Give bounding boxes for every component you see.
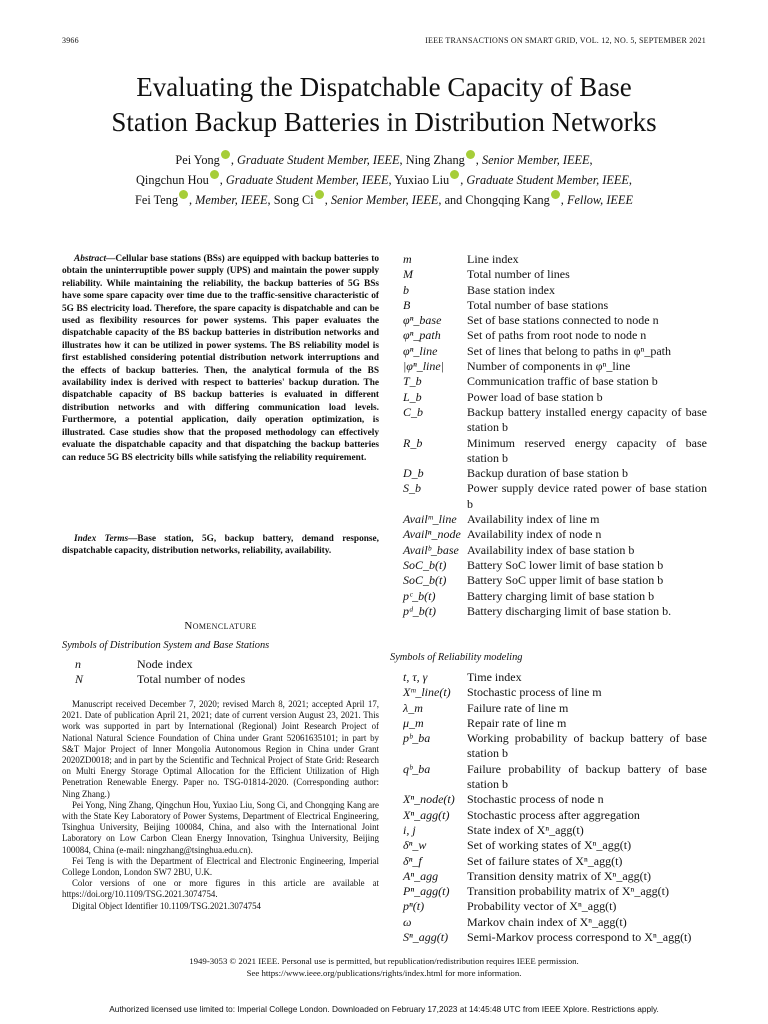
author-affiliation: Graduate Student Member, IEEE [466, 173, 629, 187]
symbol-row [403, 374, 707, 389]
index-terms-text: —Base station, 5G, backup battery, demand response, dispatchable capacity, distribution networks, reliability, availability. [62, 534, 379, 557]
symbol: Availᵐ_line [403, 512, 457, 527]
symbol: φⁿ_path [403, 328, 441, 343]
symbol: φⁿ_base [403, 313, 442, 328]
symbol-row [403, 328, 707, 343]
symbol-definition: Set of paths from root node to node n [467, 328, 647, 343]
symbol-row [403, 573, 707, 588]
author-name: Fei Teng [135, 193, 178, 207]
symbol: pᵈ_b(t) [403, 603, 437, 618]
footnote-affiliation: Pei Yong, Ning Zhang, Qingchun Hou, Yuxiao Liu, Song Ci, and Chongqing Kang are with the State Key Laboratory of Power Systems, Department of Electrical Engineering, Tsinghua University, Beijing 100084, China, and also with the International Joint Laboratory on Low Carbon Clean Energy Innovation, Tsinghua University, Beijing 100084, China (e-mail: ningzhang@tsinghua.edu.cn). [62, 799, 379, 855]
symbol-row [403, 267, 707, 282]
symbol-definition: Semi-Markov process correspond to Xⁿ_agg(t) [467, 930, 692, 945]
symbol-row [403, 762, 707, 793]
symbol-row [403, 359, 707, 374]
symbol-definition: Line index [467, 252, 519, 266]
symbol: T_b [403, 374, 422, 389]
copyright-line-1: 1949-3053 © 2021 IEEE. Personal use is permitted, but republication/redistribution requires IEEE permission. [189, 956, 579, 966]
copyright-notice [40, 955, 728, 979]
symbol: Availᵇ_base [403, 542, 459, 557]
orcid-icon[interactable] [210, 170, 219, 179]
orcid-icon[interactable] [551, 190, 560, 199]
footnotes [62, 699, 379, 912]
symbol-definition: Battery discharging limit of base station b. [467, 603, 672, 618]
symbol-row [403, 436, 707, 467]
symbol-row [403, 899, 707, 914]
symbol-definition: Battery charging limit of base station b [467, 588, 655, 603]
symbol-row [403, 792, 707, 807]
symbol: SoC_b(t) [403, 573, 447, 588]
symbol-definition: Set of working states of Xⁿ_agg(t) [467, 838, 632, 853]
license-footer: Authorized licensed use limited to: Imperial College London. Downloaded on February 17,2023 at 14:45:48 UTC from IEEE Xplore. Restrictions apply. [109, 1004, 659, 1014]
paper-title [40, 70, 728, 140]
author-affiliation: Graduate Student Member, IEEE [236, 153, 400, 167]
footnote-manuscript: Manuscript received December 7, 2020; revised March 8, 2021; accepted April 17, 2021. Date of publication April 21, 2021; date of current version August 23, 2021. This work was supported in part by International (Regional) Joint Research Project of National Natural Science Foundation of China under Grant 52061635101; in part by S&T Major Project of Inner Mongolia Autonomous Region in China under Grant 2020ZD0018; and in part by the Scientific and Technical Project of State Grid: Research on Multi Energy Storage Optimal Allocation for the Efficient Utilization of High Penetration Renewable Energy. Paper no. TSG-01814-2020. (Corresponding author: Ning Zhang.) [62, 699, 379, 799]
index-terms [62, 533, 379, 558]
symbol: Availⁿ_node [403, 527, 461, 542]
symbol-row [403, 808, 707, 823]
orcid-icon[interactable] [221, 150, 230, 159]
symbol-definition: Total number of nodes [137, 672, 246, 687]
symbol-definition: Backup duration of base station b [467, 466, 628, 481]
author-affiliation: Graduate Student Member, IEEE [225, 173, 389, 187]
symbol-row [403, 731, 707, 762]
symbol: qᵇ_ba [403, 761, 431, 776]
title-line-1: Evaluating the Dispatchable Capacity of Base [136, 72, 632, 102]
journal-header: IEEE TRANSACTIONS ON SMART GRID, VOL. 12, NO. 5, SEPTEMBER 2021 [425, 36, 706, 45]
symbol-row [75, 672, 379, 687]
author-name: Song Ci [273, 193, 314, 207]
orcid-icon[interactable] [450, 170, 459, 179]
index-terms-label: Index Terms [74, 534, 129, 544]
symbol-definition: Availability index of node n [467, 527, 602, 542]
orcid-icon[interactable] [179, 190, 188, 199]
symbol-definition: Communication traffic of base station b [467, 374, 658, 389]
symbol-row [403, 283, 707, 298]
symbol: Xⁿ_node(t) [403, 792, 455, 807]
symbol-table-right [403, 252, 707, 619]
author-line-2: Qingchun Hou , Graduate Student Member, IEEE, Yuxiao Liu , Graduate Student Member, IEEE, [40, 170, 728, 190]
symbol-definition: Availability index of base station b [467, 542, 635, 557]
symbol: Xᵐ_line(t) [403, 685, 451, 700]
orcid-icon[interactable] [315, 190, 324, 199]
symbol: b [403, 282, 409, 297]
symbol-definition: Base station index [467, 282, 555, 297]
symbol-row [403, 527, 707, 542]
symbol: L_b [403, 389, 422, 404]
symbol-row [403, 854, 707, 869]
symbol: μ_m [403, 715, 424, 730]
symbol-row [403, 670, 707, 685]
symbol-definition: Time index [467, 670, 522, 684]
author-name: Qingchun Hou [136, 173, 209, 187]
symbol-row [403, 558, 707, 573]
nomenclature-heading: Nomenclature [184, 620, 257, 632]
author-affiliation: Fellow, IEEE [566, 193, 633, 207]
symbol-definition: Backup battery installed energy capacity of base station b [467, 404, 707, 435]
symbol-definition: Working probability of backup battery of base station b [467, 731, 707, 761]
symbol-row [403, 313, 707, 328]
symbol-definition: State index of Xⁿ_agg(t) [467, 822, 584, 837]
symbol-row [403, 930, 707, 945]
symbol: Sⁿ_agg(t) [403, 930, 449, 945]
symbol-row [403, 716, 707, 731]
footnote-color: Color versions of one or more figures in this article are available at https://doi.org/10.1109/TSG.2021.3074754. [62, 878, 379, 900]
symbol: δⁿ_w [403, 838, 427, 853]
author-line-3: Fei Teng , Member, IEEE, Song Ci , Senior Member, IEEE, and Chongqing Kang , Fellow, IEEE [40, 190, 728, 210]
symbol: |φⁿ_line| [403, 359, 445, 374]
symbol-definition: Node index [137, 657, 193, 671]
symbol: pᶜ_b(t) [403, 588, 436, 603]
symbol-definition: Minimum reserved energy capacity of base station b [467, 435, 707, 465]
author-affiliation: Member, IEEE [195, 193, 268, 207]
symbol-row [403, 344, 707, 359]
symbol: i, j [403, 822, 416, 837]
footnote-doi: Digital Object Identifier 10.1109/TSG.2021.3074754 [72, 900, 261, 911]
page-number: 3966 [62, 36, 79, 45]
symbol-definition: Battery SoC lower limit of base station b [467, 557, 664, 572]
symbol-definition: Set of base stations connected to node n [467, 313, 659, 328]
symbol-definition: Number of components in φⁿ_line [467, 359, 631, 374]
author-name: Ning Zhang [405, 153, 465, 167]
section-title-reliability: Symbols of Reliability modeling [390, 652, 523, 663]
symbol-row [403, 466, 707, 481]
symbol: δⁿ_f [403, 853, 422, 868]
symbol-definition: Battery SoC upper limit of base station b [467, 573, 664, 588]
symbol-row [403, 701, 707, 716]
symbol-definition: Set of lines that belong to paths in φⁿ_path [467, 343, 672, 358]
author-affiliation: Senior Member, IEEE [330, 193, 439, 207]
symbol-row [75, 657, 379, 672]
abstract-text: —Cellular base stations (BSs) are equipped with backup batteries to obtain the uninterruptible power supply (UPS) and maintain the power supply reliability. While maintaining the reliability, the backup batteries of 5G BSs have some spare capacity over time due to the traffic-sensitive characteristic of 5G BS electricity load. Therefore, the spare capacity is dispatchable and can be used as flexibility resources for power systems. This paper evaluates the dispatchable capacity of the BS backup batteries in distribution networks and illustrates how it can be utilized in power systems. The BS reliability model is first established considering potential distribution network interruptions and the effects of backup batteries. Then, the analytical formula of the BS availability index is derived with respect to batteries' backup duration. The dispatchable capacity of BS backup batteries is evaluated in different distribution networks and with differing communication load levels. Furthermore, a potential application, daily operation optimization, is illustrated. Case studies show that the proposed methodology can effectively evaluate the dispatchable capacity and that dispatching the backup batteries can reduce 5G BS electricity bills while satisfying the reliability requirement. [62, 254, 379, 463]
symbol-definition: Total number of lines [467, 267, 570, 282]
symbol: Pⁿ_agg(t) [403, 884, 450, 899]
author-name: Yuxiao Liu [394, 173, 450, 187]
symbol-definition: Markov chain index of Xⁿ_agg(t) [467, 914, 627, 929]
symbol-definition: Transition probability matrix of Xⁿ_agg(t) [467, 884, 669, 899]
symbol: B [403, 297, 411, 312]
symbol-row [403, 685, 707, 700]
symbol: M [403, 267, 413, 282]
symbol-row [403, 838, 707, 853]
symbol-definition: Stochastic process of node n [467, 792, 604, 807]
symbol: ω [403, 914, 412, 929]
title-line-2: Station Backup Batteries in Distribution Networks [111, 107, 657, 137]
symbol: λ_m [403, 700, 423, 715]
symbol-row [403, 390, 707, 405]
symbol-definition: Probability vector of Xⁿ_agg(t) [467, 899, 617, 914]
symbol-definition: Transition density matrix of Xⁿ_agg(t) [467, 868, 651, 883]
symbol-row [403, 543, 707, 558]
symbol-row [403, 915, 707, 930]
symbol-definition: Failure probability of backup battery of base station b [467, 761, 707, 792]
symbol-table-reliability [403, 670, 707, 945]
symbol-definition: Power supply device rated power of base station b [467, 481, 707, 511]
copyright-line-2: See https://www.ieee.org/publications/rights/index.html for more information. [246, 968, 522, 978]
symbol-definition: Availability index of line m [467, 512, 600, 527]
symbol: D_b [403, 466, 424, 481]
symbol: SoC_b(t) [403, 557, 447, 572]
author-list [40, 150, 728, 210]
symbol-definition: Stochastic process of line m [467, 685, 602, 700]
author-affiliation: Senior Member, IEEE [481, 153, 590, 167]
symbol-definition: Failure rate of line m [467, 700, 569, 715]
symbol-row [403, 823, 707, 838]
symbol: Aⁿ_agg [403, 868, 439, 883]
symbol: m [403, 252, 412, 266]
symbol: R_b [403, 435, 423, 450]
symbol: Xⁿ_agg(t) [403, 807, 450, 822]
author-name: Chongqing Kang [465, 193, 550, 207]
symbol: C_b [403, 404, 424, 419]
symbol-row [403, 884, 707, 899]
symbol-row [403, 512, 707, 527]
footnote-affiliation-2: Fei Teng is with the Department of Electrical and Electronic Engineering, Imperial College London, London SW7 2BU, U.K. [62, 855, 379, 878]
symbol: pⁿ(t) [403, 899, 425, 914]
symbol-row [403, 298, 707, 313]
symbol: φⁿ_line [403, 343, 438, 358]
symbol: S_b [403, 481, 421, 496]
symbol-definition: Set of failure states of Xⁿ_agg(t) [467, 853, 623, 868]
symbol: N [75, 672, 84, 687]
symbol-definition: Power load of base station b [467, 389, 603, 404]
symbol-table-left [75, 657, 379, 688]
symbol-row [403, 869, 707, 884]
symbol-row [403, 405, 707, 436]
orcid-icon[interactable] [466, 150, 475, 159]
symbol: t, τ, γ [403, 670, 428, 684]
symbol-row [403, 481, 707, 512]
symbol: n [75, 657, 81, 671]
abstract-label: Abstract [74, 254, 107, 264]
abstract [62, 253, 379, 464]
symbol-definition: Repair rate of line m [467, 715, 567, 730]
symbol-row [403, 604, 707, 619]
symbol-row [403, 252, 707, 267]
author-line-1: Pei Yong , Graduate Student Member, IEEE, Ning Zhang , Senior Member, IEEE, [40, 150, 728, 170]
symbol: pᵇ_ba [403, 731, 431, 746]
author-name: Pei Yong [175, 153, 220, 167]
symbol-definition: Stochastic process after aggregation [467, 807, 640, 822]
symbol-definition: Total number of base stations [467, 297, 609, 312]
symbol-row [403, 589, 707, 604]
section-title-distribution: Symbols of Distribution System and Base Stations [62, 640, 270, 651]
